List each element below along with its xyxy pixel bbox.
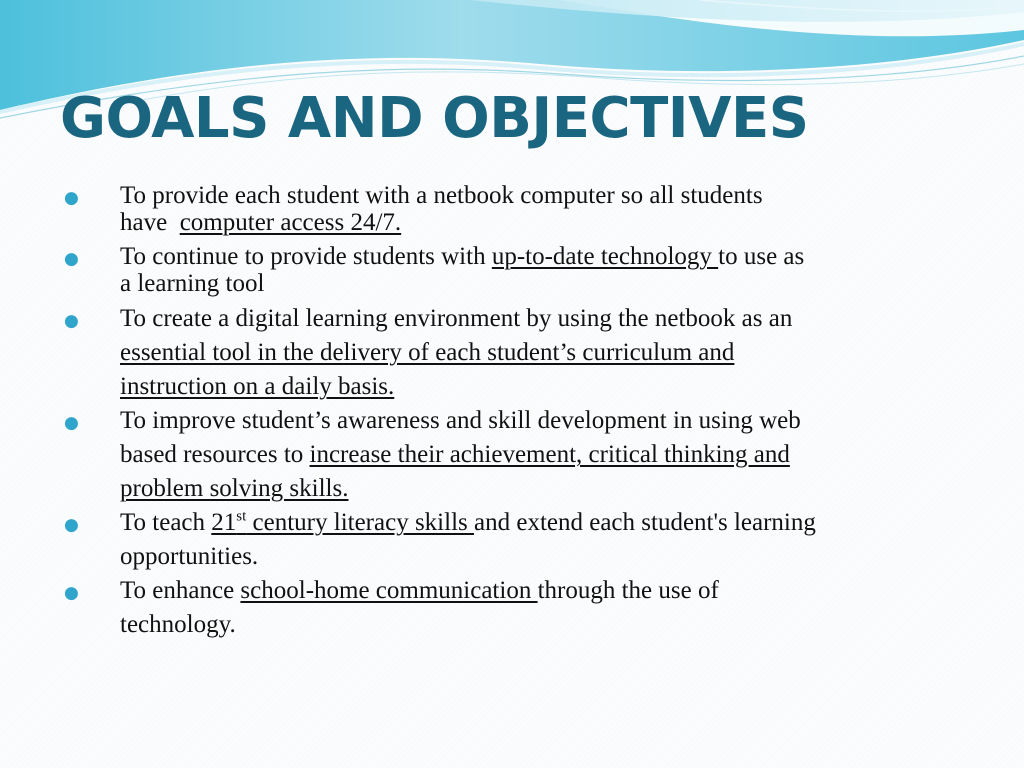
bullet-5-underlined-text [211,509,474,536]
bullet-4-line-2 [120,440,790,470]
bullet-5-line-1 [120,508,816,538]
bullet-5-text: To teach [120,509,212,536]
bullet-icon: ● [64,413,79,433]
bullet-5-underlined-rest: century literacy skills [246,509,474,536]
bullet-5-number: 21 [211,509,237,536]
bullet-6-underlined-text: school-home communication [240,577,538,604]
bullet-6-line-1 [120,576,719,606]
bullet-2-line-1 [120,242,804,272]
bullet-6-text: through the use of [537,577,719,604]
bullet-icon: ● [64,188,79,208]
bullet-icon: ● [64,311,79,331]
bullet-1-underlined-text: computer access 24/7. [179,209,402,236]
bullet-5-superscript: st [236,508,247,525]
bullet-2-text: a learning tool [120,270,265,297]
bullet-2-text: To continue to provide students with [120,243,492,270]
bullet-icon: ● [64,249,79,269]
bullet-3-line-3 [120,372,394,402]
bullet-1-line-2 [120,208,401,238]
bullet-1-line-1 [120,181,763,211]
bullet-6-text: technology. [120,611,236,638]
bullet-3-line-1 [120,304,792,334]
bullet-icon: ● [64,515,79,535]
bullet-2-text: to use as [718,243,805,270]
bullet-4-text: To improve student’s awareness and skill development in using web [120,407,801,434]
bullet-2-underlined-text: up-to-date technology [491,243,719,270]
bullet-4-text: based resources to [120,441,310,468]
bullet-4-line-1 [120,406,801,436]
bullet-3-text: To create a digital learning environment by using the netbook as an [120,305,793,332]
bullet-3-underlined-text: instruction on a daily basis. [120,373,395,400]
bullet-3-underlined-text: essential tool in the delivery of each student’s curriculum and [120,339,735,366]
bullet-6-text: To enhance [120,577,241,604]
bullet-4-line-3 [120,474,348,504]
bullet-2-line-2 [120,269,264,299]
bullet-icon: ● [64,583,79,603]
bullet-4-underlined-text: problem solving skills. [120,475,349,502]
bullet-4-underlined-text: increase their achievement, critical thinking and [309,441,790,468]
slide-title: GOALS AND OBJECTIVES [60,86,809,151]
bullet-1-text: have [120,209,180,236]
bullet-1-text: To provide each student with a netbook computer so all students [120,182,763,209]
bullet-5-line-2 [120,542,258,572]
bullet-3-line-2 [120,338,734,368]
bullet-6-line-2 [120,610,236,640]
bullet-5-text: and extend each student's learning [474,509,816,536]
bullet-5-text: opportunities. [120,543,259,570]
